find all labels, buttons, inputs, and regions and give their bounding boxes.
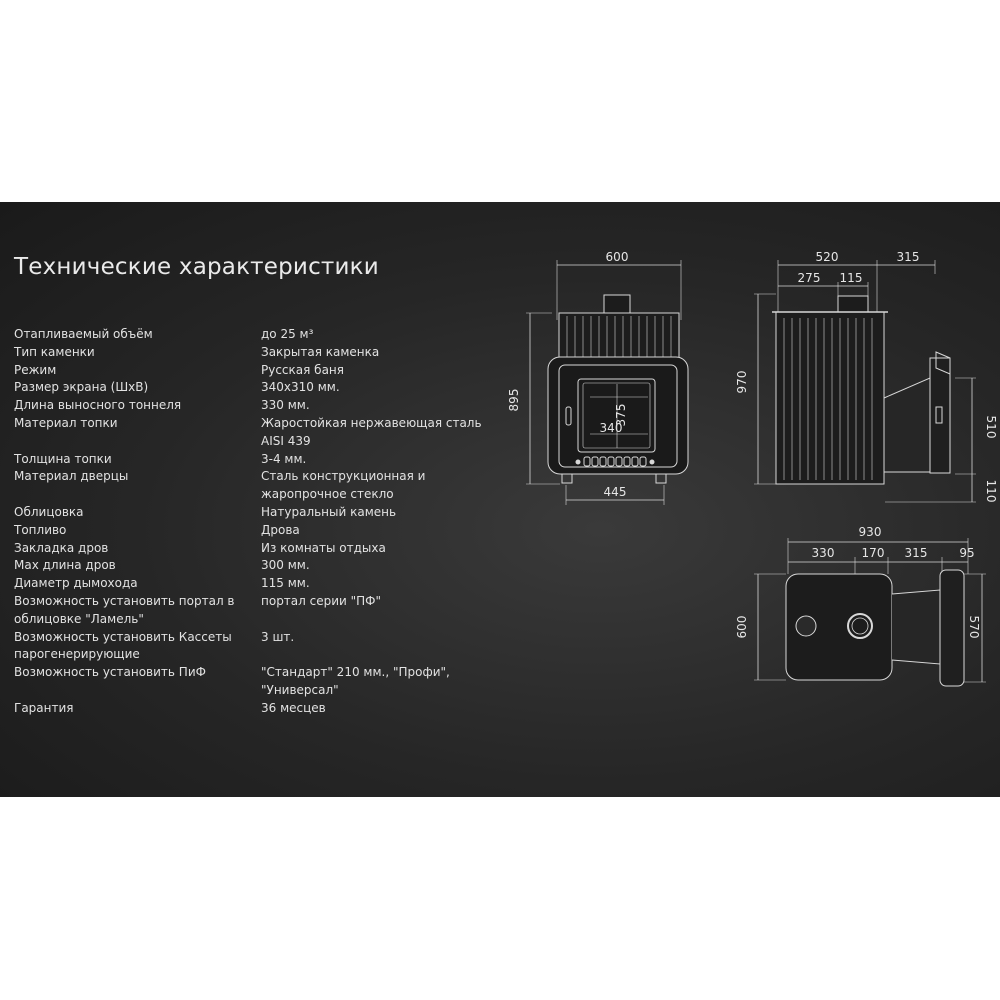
top-view-drawing [754, 538, 986, 686]
front-view-drawing [526, 260, 688, 505]
spec-label: Толщина топки [14, 451, 112, 466]
spec-label: Материал дверцы [14, 469, 129, 484]
spec-label: облицовке "Ламель" [14, 611, 144, 626]
spec-value: "Универсал" [261, 682, 339, 697]
side-d2-label: 115 [839, 271, 863, 285]
screen-width-label: 340 [599, 421, 623, 435]
spec-value: Жаростойкая нержавеющая сталь [261, 415, 482, 430]
spec-label: Возможность установить ПиФ [14, 665, 206, 680]
spec-label: Возможность установить Кассеты [14, 629, 232, 644]
screen-height-label: 375 [614, 403, 628, 427]
spec-value: Сталь конструкционная и [261, 469, 426, 484]
spec-label: Тип каменки [14, 344, 95, 359]
side-d1-label: 275 [797, 271, 821, 285]
spec-panel [0, 202, 1000, 797]
spec-value: Из комнаты отдыха [261, 540, 386, 555]
side-tunnel-height-label: 510 [984, 415, 998, 439]
spec-value: 115 мм. [261, 576, 310, 591]
spec-label: Закладка дров [14, 540, 109, 555]
spec-value: Натуральный камень [261, 504, 397, 519]
spec-value: Закрытая каменка [261, 344, 380, 359]
spec-label: Длина выносного тоннеля [14, 398, 182, 413]
top-t1-label: 330 [811, 546, 835, 560]
spec-label: парогенерирующие [14, 647, 140, 662]
front-base-label: 445 [603, 485, 627, 499]
spec-value: 3-4 мм. [261, 451, 307, 466]
spec-label: Режим [14, 362, 57, 377]
top-t2-label: 170 [861, 546, 885, 560]
spec-label: Возможность установить портал в [14, 593, 235, 608]
spec-value: жаропрочное стекло [261, 487, 394, 502]
top-total-label: 930 [858, 525, 882, 539]
spec-label: Диаметр дымохода [14, 576, 138, 591]
top-t4-label: 95 [959, 546, 975, 560]
spec-label: Материал топки [14, 415, 118, 430]
spec-value: Русская баня [261, 362, 344, 377]
spec-value: 3 шт. [261, 629, 295, 644]
top-depth-label: 600 [735, 615, 749, 639]
page-title: Технические характеристики [14, 254, 379, 280]
spec-value: 330 мм. [261, 398, 310, 413]
spec-value: Дрова [261, 522, 300, 537]
side-tunnel-bottom-label: 110 [984, 479, 998, 503]
front-height-label: 895 [507, 388, 521, 412]
spec-value: AISI 439 [261, 433, 311, 448]
spec-value: портал серии "ПФ" [261, 593, 382, 608]
spec-value: 340х310 мм. [261, 380, 340, 395]
side-view-drawing [754, 260, 976, 502]
spec-label: Отапливаемый объём [14, 327, 153, 341]
technical-drawings [0, 202, 1000, 797]
spec-label: Размер экрана (ШхВ) [14, 380, 149, 395]
side-depth-label: 520 [815, 250, 839, 264]
side-height-label: 970 [735, 370, 749, 394]
top-t3-label: 315 [904, 546, 928, 560]
spec-value: "Стандарт" 210 мм., "Профи", [261, 665, 450, 680]
side-tunnel-label: 315 [896, 250, 920, 264]
top-tunnel-width-label: 570 [967, 615, 981, 639]
front-width-label: 600 [605, 250, 629, 264]
spec-label: Облицовка [14, 504, 84, 519]
spec-value: 300 мм. [261, 558, 310, 573]
spec-label: Мах длина дров [14, 558, 116, 573]
spec-value: 36 месцев [261, 700, 326, 715]
spec-value: до 25 м³ [261, 327, 314, 341]
spec-label: Гарантия [14, 700, 74, 715]
spec-label: Топливо [14, 522, 67, 537]
